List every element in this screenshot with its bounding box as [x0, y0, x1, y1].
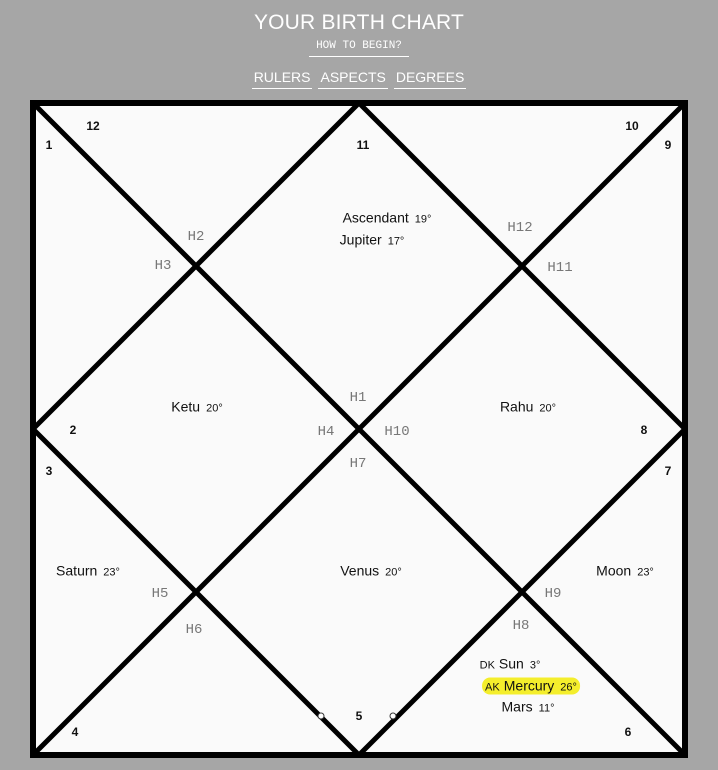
- house-label-h12: H12: [507, 220, 533, 236]
- house-label-h4: H4: [317, 424, 335, 440]
- house-label-h6: H6: [185, 622, 203, 638]
- planet-name: Ketu: [171, 398, 201, 415]
- sign-number-6: 6: [624, 725, 632, 739]
- planet-name: Venus: [340, 562, 380, 579]
- planet-degree: 20°: [385, 566, 402, 579]
- sign-number-11: 11: [356, 138, 370, 152]
- planet-degree: 23°: [103, 566, 120, 579]
- sign-number-3: 3: [45, 464, 53, 478]
- house-label-h10: H10: [384, 424, 410, 440]
- tab-rulers[interactable]: RULERS: [252, 69, 313, 89]
- planet-degree: 20°: [206, 402, 223, 415]
- marker-dot-left: [318, 713, 325, 720]
- marker-dot-right: [390, 713, 397, 720]
- house-label-h9: H9: [544, 586, 562, 602]
- planet-venus: [340, 564, 402, 579]
- birth-chart: [30, 100, 688, 758]
- planet-degree: 19°: [414, 213, 432, 226]
- house-label-h5: H5: [151, 586, 169, 602]
- planet-ketu: [171, 400, 222, 415]
- house-label-h8: H8: [512, 618, 530, 634]
- house-label-h2: H2: [187, 229, 205, 245]
- planet-mars: [502, 700, 555, 715]
- planet-name: Jupiter: [339, 231, 382, 248]
- house-label-h11: H11: [547, 260, 573, 276]
- karaka-tag: DK: [479, 659, 495, 672]
- planet-jupiter: [340, 233, 405, 248]
- house-label-h7: H7: [349, 456, 367, 472]
- page-title: YOUR BIRTH CHART: [253, 11, 465, 34]
- sign-number-5: 5: [355, 709, 363, 723]
- sign-number-12: 12: [86, 119, 100, 133]
- tab-bar: [0, 69, 718, 89]
- planet-name: Rahu: [499, 398, 534, 415]
- planet-saturn: [56, 564, 120, 579]
- sign-number-9: 9: [664, 138, 672, 152]
- planet-degree: 3°: [529, 659, 541, 672]
- planet-rahu: [500, 400, 556, 415]
- house-label-h3: H3: [154, 258, 172, 274]
- sign-number-2: 2: [69, 423, 77, 437]
- tab-aspects[interactable]: ASPECTS: [318, 69, 387, 89]
- planet-ascendant: [343, 211, 432, 226]
- planet-name: Moon: [596, 562, 632, 579]
- planet-degree: 17°: [387, 235, 405, 248]
- sign-number-10: 10: [625, 119, 639, 133]
- planet-name: Mars: [501, 698, 533, 715]
- chart-lines: [30, 100, 688, 758]
- planet-degree: 26°: [560, 681, 577, 694]
- planet-name: Mercury: [503, 677, 555, 694]
- sign-number-8: 8: [640, 423, 648, 437]
- planet-name: Ascendant: [342, 209, 409, 226]
- planet-sun: [480, 657, 541, 672]
- karaka-tag: AK: [485, 681, 500, 694]
- planet-degree: 20°: [539, 402, 557, 415]
- planet-name: Saturn: [56, 562, 98, 579]
- planet-degree: 23°: [637, 566, 654, 579]
- tab-degrees[interactable]: DEGREES: [394, 69, 466, 89]
- sign-number-1: 1: [45, 138, 53, 152]
- planet-degree: 11°: [538, 702, 555, 715]
- planet-mercury: [482, 678, 580, 695]
- planet-name: Sun: [498, 655, 524, 672]
- house-label-h1: H1: [349, 390, 367, 406]
- sign-number-4: 4: [71, 725, 79, 739]
- sign-number-7: 7: [664, 464, 672, 478]
- how-to-begin-link[interactable]: HOW TO BEGIN?: [309, 40, 409, 57]
- header: [0, 0, 718, 100]
- planet-moon: [596, 564, 654, 579]
